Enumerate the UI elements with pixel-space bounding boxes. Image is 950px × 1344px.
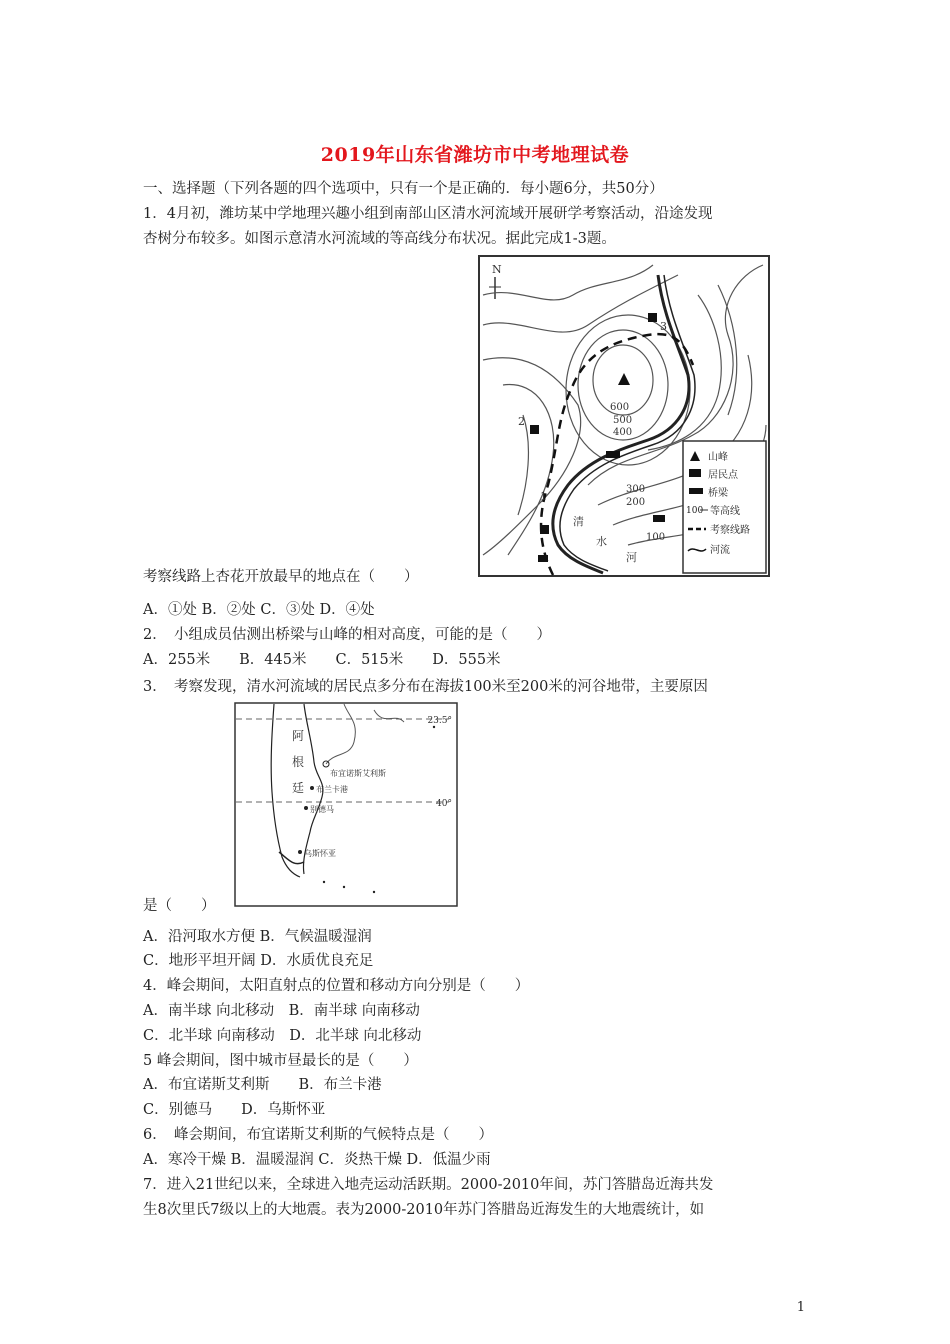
q1-question: 考察线路上杏花开放最早的地点在（ ） — [143, 569, 419, 585]
legend-contour-value: 100 — [686, 506, 704, 516]
city-bahia-blanca: 布兰卡港 — [316, 785, 348, 794]
q4-question: 4．峰会期间，太阳直射点的位置和移动方向分别是（ ） — [143, 978, 530, 994]
contour-label-500: 500 — [613, 415, 633, 426]
marker-2: 2 — [518, 415, 525, 428]
q7-line-2: 生8次里氏7级以上的大地震。表为2000-2010年苏门答腊岛近海发生的大地震统计，如 — [143, 1202, 705, 1218]
contour-label-300: 300 — [626, 484, 646, 495]
q3-options-2: C．地形平坦开阔 D．水质优良充足 — [143, 953, 374, 969]
river-label-qing: 清 — [573, 515, 584, 528]
q1-stem-line-1: 1．4月初，潍坊某中学地理兴趣小组到南部山区清水河流域开展研学考察活动，沿途发现 — [143, 206, 713, 222]
marker-1: 1 — [540, 490, 547, 503]
bridge-icon — [538, 555, 548, 562]
marker-3: 3 — [660, 320, 667, 333]
q4-options-1: A．南半球 向北移动 B．南半球 向南移动 — [143, 1003, 420, 1019]
settlement-icon — [540, 525, 549, 534]
legend-settlement: 居民点 — [708, 470, 738, 481]
legend-peak: 山峰 — [708, 452, 728, 463]
q2-options: A．255米 B．445米 C．515米 D．555米 — [143, 652, 501, 668]
contour-label-200: 200 — [626, 497, 646, 508]
river-label-shui: 水 — [596, 535, 607, 548]
settlement-icon — [530, 425, 539, 434]
contour-label-100: 100 — [646, 532, 666, 543]
legend-contour: 等高线 — [710, 506, 740, 517]
legend-bridge: 桥梁 — [708, 488, 728, 499]
q1-options: A．①处 B．②处 C．③处 D．④处 — [143, 602, 375, 618]
country-char-gen: 根 — [292, 755, 305, 769]
q1-stem-line-2: 杏树分布较多。如图示意清水河流域的等高线分布状况。据此完成1-3题。 — [143, 231, 616, 247]
q3-question: 3． 考察发现，清水河流域的居民点多分布在海拔100米至200米的河谷地带，主要原因 — [143, 679, 708, 695]
bridge-icon — [606, 451, 620, 458]
q2-question: 2． 小组成员估测出桥梁与山峰的相对高度，可能的是（ ） — [143, 627, 551, 643]
contour-label-600: 600 — [610, 402, 630, 413]
q6-question: 6． 峰会期间，布宜诺斯艾利斯的气候特点是（ ） — [143, 1127, 493, 1143]
river-label-he: 河 — [626, 551, 637, 564]
contour-label-400: 400 — [613, 427, 633, 438]
lat-label-23-5: 23.5° — [427, 716, 452, 726]
q4-options-2: C．北半球 向南移动 D．北半球 向北移动 — [143, 1028, 422, 1044]
legend-river: 河流 — [710, 545, 730, 556]
city-ushuaia: 乌斯怀亚 — [304, 849, 336, 858]
argentina-map — [234, 702, 458, 907]
lat-label-40: 40° — [436, 799, 452, 809]
legend-route: 考察线路 — [710, 525, 750, 536]
q7-line-1: 7．进入21世纪以来，全球进入地壳运动活跃期。2000-2010年间，苏门答腊岛近海共发 — [143, 1177, 714, 1193]
section-heading: 一、选择题（下列各题的四个选项中，只有一个是正确的．每小题6分，共50分） — [143, 181, 664, 197]
page-title: 2019年山东省潍坊市中考地理试卷 — [320, 144, 630, 166]
country-char-a: 阿 — [292, 729, 305, 743]
city-buenos-aires: 布宜诺斯艾利斯 — [330, 769, 386, 778]
country-char-ting: 廷 — [292, 781, 305, 795]
q6-options: A．寒冷干燥 B．温暖湿润 C．炎热干燥 D．低温少雨 — [143, 1152, 491, 1168]
page-number: 1 — [796, 1300, 805, 1315]
q3-options-1: A．沿河取水方便 B．气候温暖湿润 — [143, 929, 372, 945]
contour-map — [478, 255, 770, 577]
city-viedma: 别德马 — [310, 805, 334, 814]
q5-question: 5 峰会期间，图中城市昼最长的是（ ） — [143, 1053, 418, 1069]
q5-options-1: A．布宜诺斯艾利斯 B．布兰卡港 — [143, 1077, 382, 1093]
q3-question-end: 是（ ） — [143, 898, 216, 914]
q5-options-2: C．别德马 D．乌斯怀亚 — [143, 1102, 326, 1118]
settlement-icon — [653, 515, 665, 522]
settlement-icon — [648, 313, 657, 322]
north-label: N — [492, 263, 502, 276]
